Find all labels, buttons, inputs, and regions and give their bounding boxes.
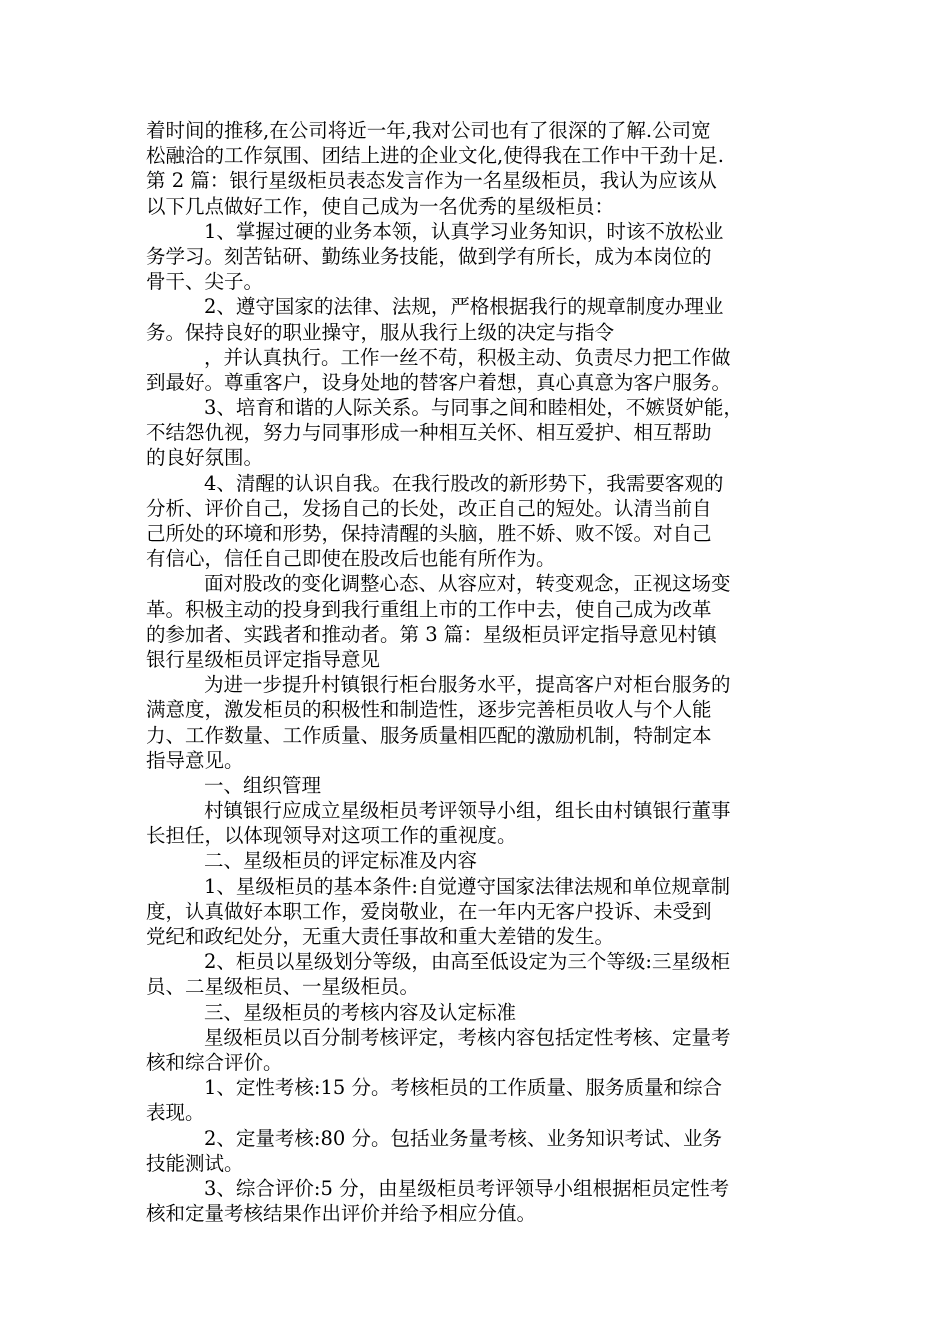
text-line: 核和综合评价。: [146, 1050, 283, 1074]
text-line: 己所处的环境和形势，保持清醒的头脑，胜不娇、败不馁。对自己: [146, 522, 712, 545]
text-line: 松融洽的工作氛围、团结上进的企业文化,使得我在工作中干劲十足.: [146, 144, 724, 168]
text-line: 2、定量考核:80 分。包括业务量考核、业务知识考试、业务: [204, 1126, 722, 1150]
text-line: 到最好。尊重客户，设身处地的替客户着想，真心真意为客户服务。: [146, 370, 732, 394]
text-line: 度，认真做好本职工作，爱岗敬业，在一年内无客户投诉、未受到: [146, 899, 712, 923]
text-line: 第 2 篇：银行星级柜员表态发言作为一名星级柜员，我认为应该从: [146, 169, 717, 193]
text-line: 3、综合评价:5 分，由星级柜员考评领导小组根据柜员定性考: [204, 1176, 730, 1200]
text-line: 表现。: [146, 1101, 205, 1125]
text-line: ，并认真执行。工作一丝不苟，积极主动、负责尽力把工作做: [204, 345, 731, 369]
text-line: 1、定性考核:15 分。考核柜员的工作质量、服务质量和综合: [204, 1076, 722, 1100]
text-line: 的良好氛围。: [146, 446, 264, 470]
text-line: 星级柜员以百分制考核评定，考核内容包括定性考核、定量考: [204, 1025, 731, 1049]
text-line: 党纪和政纪处分，无重大责任事故和重大差错的发生。: [146, 925, 615, 948]
text-line: 核和定量考核结果作出评价并给予相应分值。: [146, 1202, 537, 1226]
text-line: 1、星级柜员的基本条件:自觉遵守国家法律法规和单位规章制: [204, 874, 730, 898]
text-line: 有信心，信任自己即使在股改后也能有所作为。: [146, 547, 556, 571]
section-heading: 三、星级柜员的考核内容及认定标准: [204, 1000, 517, 1024]
text-line: 骨干、尖子。: [146, 270, 264, 294]
text-line: 务学习。刻苦钻研、勤练业务技能，做到学有所长，成为本岗位的: [146, 244, 712, 268]
text-line: 4、清醒的认识自我。在我行股改的新形势下，我需要客观的: [204, 471, 724, 495]
text-line: 为进一步提升村镇银行柜台服务水平，提高客户对柜台服务的: [204, 673, 731, 697]
text-line: 力、工作数量、工作质量、服务质量相匹配的激励机制，特制定本: [146, 723, 712, 747]
text-line: 技能测试。: [146, 1151, 244, 1175]
text-line: 员、二星级柜员、一星级柜员。: [146, 975, 420, 999]
text-line: 面对股改的变化调整心态、从容应对，转变观念，正视这场变: [204, 572, 731, 596]
text-line: 分析、评价自己，发扬自己的长处，改正自己的短处。认清当前自: [146, 496, 712, 520]
text-line: 指导意见。: [146, 748, 244, 772]
text-line: 2、柜员以星级划分等级，由高至低设定为三个等级:三星级柜: [204, 950, 730, 974]
text-line: 2、遵守国家的法律、法规，严格根据我行的规章制度办理业: [204, 295, 724, 319]
text-line: 1、掌握过硬的业务本领，认真学习业务知识，时该不放松业: [204, 219, 724, 243]
text-line: 的参加者、实践者和推动者。第 3 篇：星级柜员评定指导意见村镇: [146, 622, 717, 646]
document-body: [146, 118, 806, 1226]
text-line: 着时间的推移,在公司将近一年,我对公司也有了很深的了解.公司宽: [146, 119, 711, 142]
section-heading: 一、组织管理: [204, 773, 322, 797]
text-line: 村镇银行应成立星级柜员考评领导小组，组长由村镇银行董事: [204, 799, 731, 823]
text-line: 不结怨仇视，努力与同事形成一种相互关怀、相互爱护、相互帮助: [146, 421, 712, 445]
text-line: 革。积极主动的投身到我行重组上市的工作中去，使自己成为改革: [146, 597, 712, 621]
section-heading: 二、星级柜员的评定标准及内容: [204, 849, 478, 873]
text-line: 务。保持良好的职业操守，服从我行上级的决定与指令: [146, 320, 615, 344]
text-line: 银行星级柜员评定指导意见: [146, 647, 381, 671]
text-line: 满意度，激发柜员的积极性和制造性，逐步完善柜员收人与个人能: [146, 698, 712, 722]
text-line: 以下几点做好工作，使自己成为一名优秀的星级柜员：: [146, 194, 615, 218]
text-line: 长担任，以体现领导对这项工作的重视度。: [146, 824, 517, 848]
text-line: 3、培育和谐的人际关系。与同事之间和睦相处，不嫉贤妒能，: [204, 396, 743, 420]
